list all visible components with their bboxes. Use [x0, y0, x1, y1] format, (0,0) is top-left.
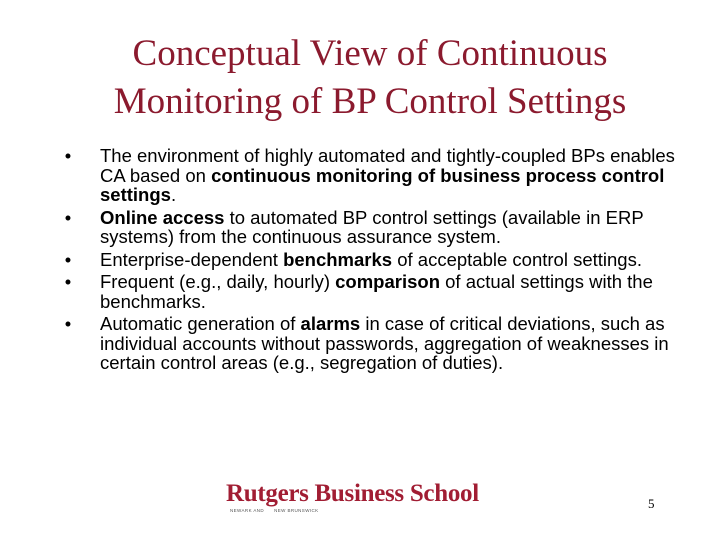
- logo-wordmark: Rutgers Business School: [226, 480, 479, 507]
- logo-subtitle-left: NEWARK AND: [230, 508, 265, 513]
- bullet-icon: •: [64, 145, 72, 166]
- bullet-icon: •: [64, 248, 72, 270]
- bullet-text: of acceptable control settings.: [392, 248, 642, 270]
- slide-title-line-2: Monitoring of BP Control Settings: [113, 81, 627, 122]
- page-number: 5: [648, 496, 655, 511]
- bullet-text: of actual settings with the benchmarks.: [100, 271, 653, 312]
- bullet-bold-text: comparison: [335, 271, 440, 292]
- bullet-item: [58, 250, 678, 270]
- bullet-icon: •: [64, 206, 72, 228]
- bullet-icon: •: [64, 313, 72, 334]
- bullet-text: .: [170, 184, 177, 205]
- bullet-item: [58, 272, 678, 311]
- bullet-list: [58, 146, 678, 376]
- bullet-item: [58, 314, 678, 373]
- bullet-bold-text: benchmarks: [283, 248, 393, 270]
- bullet-text: Frequent (e.g., daily, hourly): [100, 271, 336, 292]
- logo-subtitle-right: NEW BRUNSWICK: [274, 508, 319, 513]
- bullet-text: in case of critical deviations, such as individual accounts without passwords, aggregation of weaknesses in certain control areas (e.g., segregation of duties).: [100, 313, 669, 373]
- logo-subtitle: [230, 508, 506, 514]
- rutgers-logo: [226, 480, 506, 516]
- bullet-text: Automatic generation of: [100, 313, 301, 334]
- bullet-bold-text: continuous monitoring of business process control settings: [100, 164, 665, 205]
- bullet-bold-text: Online access: [100, 206, 225, 228]
- bullet-text: Enterprise-dependent: [100, 248, 284, 270]
- bullet-item: [58, 208, 678, 247]
- slide-title-line-1: Conceptual View of Continuous: [132, 33, 608, 74]
- bullet-text: The environment of highly automated and tightly-coupled BPs enables CA based on: [100, 145, 675, 186]
- bullet-icon: •: [64, 271, 72, 292]
- bullet-bold-text: alarms: [300, 313, 361, 334]
- bullet-text: to automated BP control settings (available in ERP systems) from the continuous assurance system.: [100, 206, 644, 247]
- slide-title: [40, 30, 700, 126]
- bullet-item: [58, 146, 678, 205]
